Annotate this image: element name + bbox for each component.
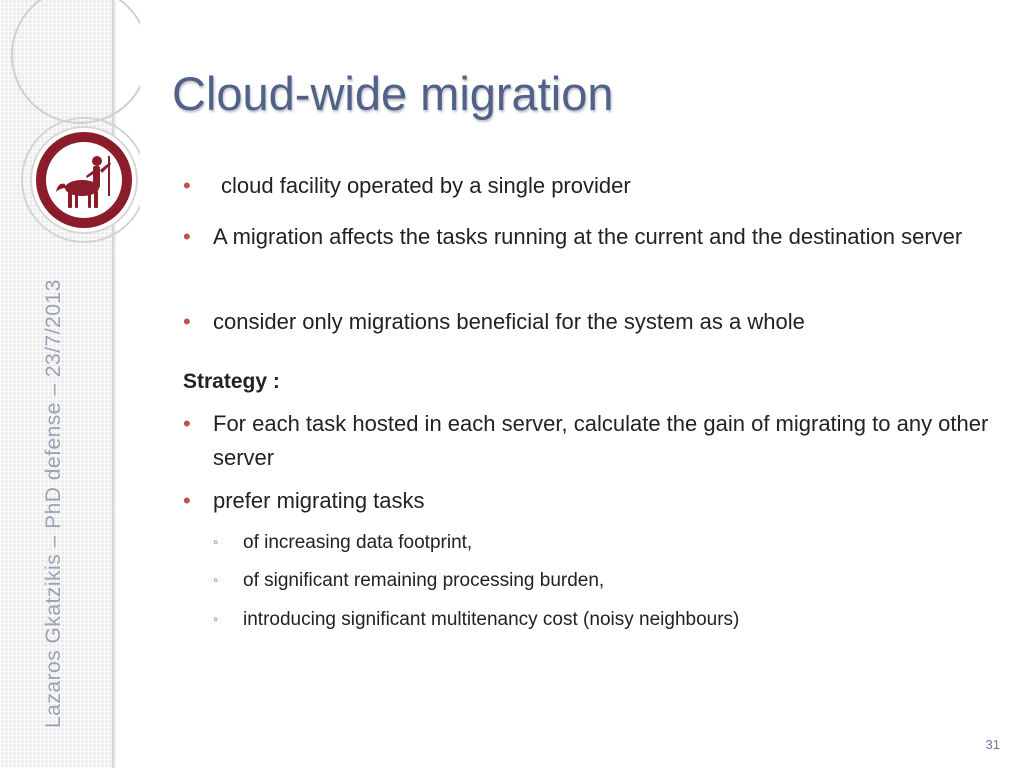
sub-bullet-text: introducing significant multitenancy cost (noisy neighbours) — [243, 609, 740, 630]
side-caption: Lazaros Gkatzikis – PhD defense – 23/7/2013 — [42, 279, 65, 728]
strategy-heading: Strategy : — [183, 370, 280, 393]
slide-title: Cloud-wide migration — [172, 67, 614, 120]
bullet-text: cloud facility operated by a single provider — [221, 173, 631, 198]
bullet-text: For each task hosted in each server, calculate the gain of migrating to any other server — [213, 411, 989, 470]
bullet-marker: • — [183, 488, 191, 513]
university-seal-centaur-icon — [30, 126, 138, 234]
page-number: 31 — [985, 737, 1000, 752]
bullet-text: consider only migrations beneficial for the system as a whole — [213, 309, 805, 334]
bullet-marker: • — [183, 411, 191, 436]
sub-bullet-text: of significant remaining processing burden, — [243, 570, 605, 591]
bullet-text: prefer migrating tasks — [213, 488, 425, 513]
sub-bullet-marker: ◦ — [213, 572, 219, 589]
sub-bullet-marker: ◦ — [213, 534, 219, 551]
bullet-text: A migration affects the tasks running at the current and the destination server — [213, 224, 963, 249]
sub-bullet-marker: ◦ — [213, 611, 219, 628]
bullet-marker: • — [183, 309, 191, 334]
bullet-marker: • — [183, 173, 191, 198]
sub-bullet-text: of increasing data footprint, — [243, 532, 473, 553]
bullet-marker: • — [183, 224, 191, 249]
